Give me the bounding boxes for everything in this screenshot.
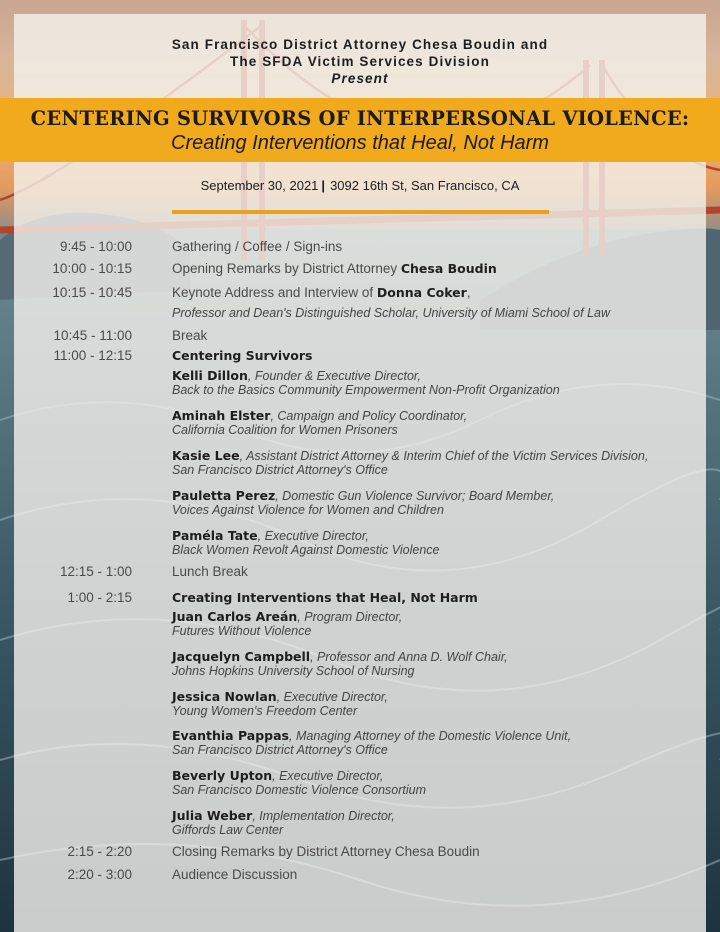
- speaker-name: Paméla Tate: [172, 528, 258, 543]
- speaker-entry: [172, 768, 702, 797]
- agenda-time: 2:20 - 3:00: [67, 867, 132, 882]
- speaker-role: Managing Attorney of the Domestic Violence Unit,: [295, 729, 572, 744]
- presenter-line-2: The SFDA Victim Services Division: [230, 54, 490, 69]
- speaker-role: Professor and Anna D. Wolf Chair,: [317, 649, 508, 664]
- speaker-entry: [172, 448, 702, 477]
- speaker-organization: Voices Against Violence for Women and Children: [172, 503, 444, 517]
- speaker-line: [172, 528, 702, 544]
- speaker-organization: Johns Hopkins University School of Nursing: [172, 663, 415, 678]
- speaker-name: Jessica Nowlan: [172, 688, 277, 704]
- speaker-line: [172, 689, 702, 705]
- agenda-text: Lunch Break: [172, 564, 248, 579]
- speaker-organization: San Francisco District Attorney's Office: [172, 463, 388, 477]
- speaker-entry: [172, 689, 702, 718]
- speaker-organization: Back to the Basics Community Empowerment Non-Profit Organization: [172, 383, 560, 397]
- speaker-line: [172, 408, 702, 424]
- session-title: Centering Survivors: [172, 348, 313, 363]
- speaker-comma: ,: [252, 809, 260, 823]
- speaker-name: Evanthia Pappas: [172, 728, 289, 744]
- event-title: CENTERING SURVIVORS OF INTERPERSONAL VIOLENCE:: [30, 107, 690, 130]
- agenda-text: Audience Discussion: [172, 867, 298, 882]
- speaker-role: Campaign and Policy Coordinator,: [277, 409, 468, 423]
- session-title: Creating Interventions that Heal, Not Harm: [172, 590, 478, 605]
- speaker-comma: ,: [247, 369, 255, 383]
- speaker-name: Aminah Elster: [172, 408, 271, 423]
- speaker-comma: ,: [270, 409, 278, 423]
- speaker-organization: California Coalition for Women Prisoners: [172, 423, 398, 437]
- speaker-entry: [172, 728, 702, 757]
- speaker-comma: ,: [272, 769, 280, 784]
- speaker-name: Donna Coker: [376, 285, 467, 300]
- speaker-name: Beverly Upton: [172, 768, 273, 784]
- agenda-text: [172, 260, 692, 277]
- agenda-text-plain: Keynote Address and Interview of: [172, 285, 374, 300]
- speaker-role: Assistant District Attorney & Interim Chief of the Victim Services Division,: [246, 449, 649, 463]
- speaker-name: Kasie Lee: [172, 448, 240, 463]
- speaker-comma: ,: [310, 649, 318, 664]
- agenda-time: 10:15 - 10:45: [52, 285, 132, 300]
- speaker-organization: Giffords Law Center: [172, 823, 284, 837]
- speaker-organization: San Francisco Domestic Violence Consortium: [172, 783, 427, 798]
- speaker-role: Program Director,: [304, 610, 403, 624]
- speaker-role: Implementation Director,: [259, 809, 395, 823]
- agenda-time: 9:45 - 10:00: [59, 239, 132, 254]
- speaker-name: Chesa Boudin: [400, 261, 497, 276]
- speaker-comma: ,: [276, 689, 284, 704]
- speaker-comma: ,: [289, 729, 296, 744]
- speaker-role: Founder & Executive Director,: [254, 369, 421, 383]
- agenda-time: 10:00 - 10:15: [52, 261, 132, 276]
- speaker-entry: [172, 488, 702, 517]
- event-subtitle: Creating Interventions that Heal, Not Harm: [171, 132, 549, 154]
- speaker-name: Kelli Dillon: [172, 368, 248, 383]
- agenda-time: 1:00 - 2:15: [67, 590, 132, 605]
- speaker-role: Executive Director,: [264, 529, 369, 543]
- speaker-comma: ,: [257, 529, 265, 543]
- speaker-line: [172, 728, 702, 744]
- event-location: 3092 16th St, San Francisco, CA: [330, 178, 520, 193]
- agenda-text: [172, 284, 692, 320]
- agenda-time: 11:00 - 12:15: [53, 348, 132, 363]
- speaker-name: Julia Weber: [172, 808, 253, 823]
- speaker-entry: [172, 609, 702, 638]
- presenter-header: [0, 36, 720, 87]
- speaker-role: Executive Director,: [279, 769, 384, 784]
- agenda-text: Closing Remarks by District Attorney Chesa Boudin: [172, 844, 480, 859]
- speaker-role: Executive Director,: [283, 689, 388, 704]
- presenter-line-1: San Francisco District Attorney Chesa Boudin and: [171, 37, 549, 52]
- agenda-time: 12:15 - 1:00: [59, 564, 132, 579]
- agenda-text: Gathering / Coffee / Sign-ins: [172, 239, 343, 254]
- speaker-line: [172, 368, 702, 384]
- speaker-organization: Young Women's Freedom Center: [172, 703, 358, 718]
- speaker-organization: San Francisco District Attorney's Office: [172, 743, 388, 758]
- agenda-text: Break: [172, 328, 208, 343]
- speaker-line: [172, 768, 702, 784]
- speaker-comma: ,: [297, 610, 305, 624]
- agenda-time: 10:45 - 11:00: [53, 328, 132, 343]
- speaker-comma: ,: [275, 489, 283, 503]
- speaker-line: [172, 808, 702, 824]
- speaker-entry: [172, 368, 702, 397]
- agenda-text-plain: Opening Remarks by District Attorney: [172, 261, 398, 276]
- speaker-name: Pauletta Perez: [172, 488, 276, 503]
- speaker-organization: Futures Without Violence: [172, 624, 312, 638]
- speaker-line: [172, 609, 702, 625]
- speaker-name: Jacquelyn Campbell: [172, 648, 311, 664]
- speaker-line: [172, 649, 702, 665]
- title-banner: [0, 98, 720, 162]
- agenda-time: 2:15 - 2:20: [67, 844, 132, 859]
- speaker-line: [172, 448, 702, 464]
- speaker-entry: [172, 528, 702, 557]
- divider-rule: [172, 210, 549, 214]
- speaker-affiliation: Professor and Dean's Distinguished Scholar, University of Miami School of Law: [172, 306, 611, 320]
- speaker-entry: [172, 808, 702, 837]
- event-dateline: [0, 178, 720, 193]
- speaker-comma: ,: [239, 449, 247, 463]
- speaker-entry: [172, 649, 702, 678]
- speaker-role: Domestic Gun Violence Survivor; Board Member,: [282, 489, 555, 503]
- speaker-line: [172, 488, 702, 504]
- speaker-entry: [172, 408, 702, 437]
- speaker-organization: Black Women Revolt Against Domestic Violence: [172, 543, 440, 557]
- presenter-line-3: Present: [331, 71, 389, 86]
- speaker-name: Juan Carlos Areán: [172, 609, 298, 624]
- agenda-trail: ,: [466, 285, 471, 300]
- event-date: September 30, 2021: [200, 178, 319, 193]
- dateline-separator: |: [321, 178, 326, 193]
